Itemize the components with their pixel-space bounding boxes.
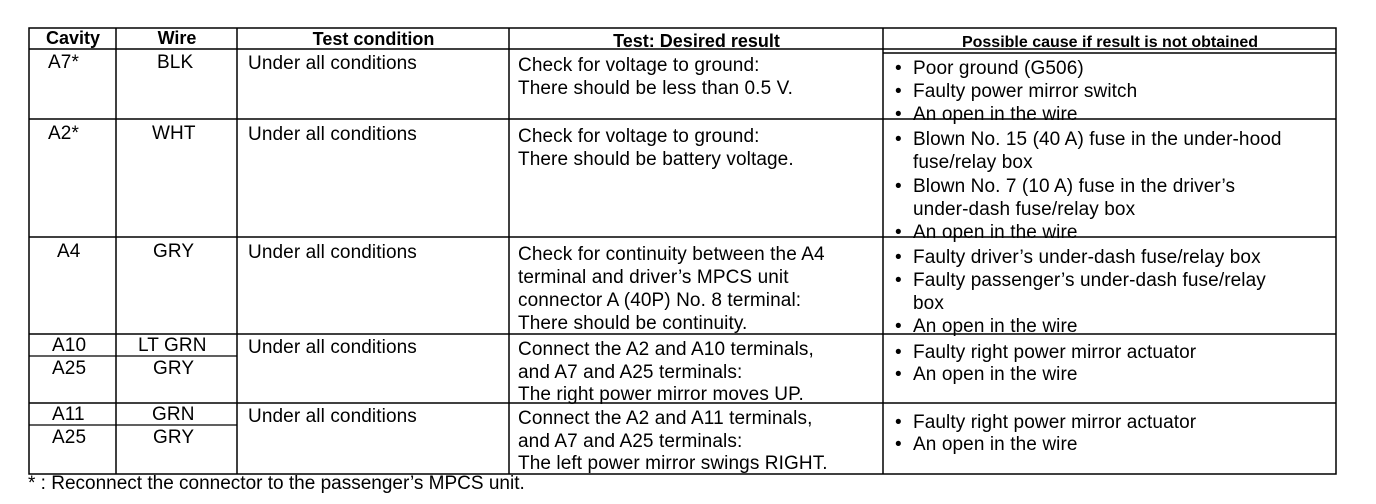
condition-row-5: Under all conditions	[248, 406, 417, 427]
bullet-icon: •	[895, 364, 902, 385]
cause-row-2-2b: under-dash fuse/relay box	[913, 199, 1136, 220]
cavity-a4: A4	[57, 241, 81, 262]
wire-wht: WHT	[152, 123, 196, 144]
cause-row-3-1: Faulty driver’s under-dash fuse/relay box	[913, 247, 1261, 268]
header-test-condition: Test condition	[312, 29, 435, 49]
cavity-a25: A25	[52, 427, 87, 448]
condition-row-3: Under all conditions	[248, 242, 417, 263]
result-row-3-line-3: connector A (40P) No. 8 terminal:	[518, 290, 802, 311]
cause-row-5-2: An open in the wire	[913, 434, 1078, 455]
header-possible-cause: Possible cause if result is not obtained	[961, 34, 1259, 51]
bullet-icon: •	[895, 129, 902, 150]
result-row-1-line-2: There should be less than 0.5 V.	[518, 78, 794, 99]
bullet-icon: •	[895, 58, 902, 79]
wire-grn: GRN	[152, 404, 195, 425]
wire-gry: GRY	[153, 241, 195, 262]
bullet-icon: •	[895, 342, 902, 363]
cause-row-3-2a: Faulty passenger’s under-dash fuse/relay	[913, 270, 1266, 291]
wire-gry: GRY	[153, 358, 195, 379]
header-wire: Wire	[157, 28, 197, 48]
result-row-2-line-2: There should be battery voltage.	[518, 149, 794, 170]
cause-row-2-1a: Blown No. 15 (40 A) fuse in the under-hood	[913, 129, 1282, 150]
cavity-a2: A2*	[48, 123, 79, 144]
cause-row-3-3: An open in the wire	[913, 316, 1078, 337]
result-row-3-line-2: terminal and driver’s MPCS unit	[518, 267, 789, 288]
cavity-a25: A25	[52, 358, 87, 379]
bullet-icon: •	[895, 222, 902, 243]
result-row-4-line-2: and A7 and A25 terminals:	[518, 362, 743, 383]
result-row-5-line-2: and A7 and A25 terminals:	[518, 431, 743, 452]
result-row-4-line-3: The right power mirror moves UP.	[518, 384, 804, 405]
bullet-icon: •	[895, 316, 902, 337]
cause-row-2-3: An open in the wire	[913, 222, 1078, 243]
cavity-a10: A10	[52, 335, 87, 356]
bullet-icon: •	[895, 176, 902, 197]
result-row-1-line-1: Check for voltage to ground:	[518, 55, 760, 76]
cavity-a7: A7*	[48, 52, 79, 73]
bullet-icon: •	[895, 81, 902, 102]
result-row-2-line-1: Check for voltage to ground:	[518, 126, 760, 147]
header-cavity: Cavity	[45, 28, 101, 48]
cause-row-4-1: Faulty right power mirror actuator	[913, 342, 1197, 363]
result-row-4-line-1: Connect the A2 and A10 terminals,	[518, 339, 814, 360]
condition-row-4: Under all conditions	[248, 337, 417, 358]
cause-row-3-2b: box	[913, 293, 944, 314]
bullet-icon: •	[895, 270, 902, 291]
cause-row-2-2a: Blown No. 7 (10 A) fuse in the driver’s	[913, 176, 1236, 197]
cause-row-5-1: Faulty right power mirror actuator	[913, 412, 1197, 433]
condition-row-2: Under all conditions	[248, 124, 417, 145]
cavity-a11: A11	[52, 404, 85, 425]
wire-gry: GRY	[153, 427, 195, 448]
result-row-5-line-1: Connect the A2 and A11 terminals,	[518, 408, 813, 429]
bullet-icon: •	[895, 412, 902, 433]
wire-blk: BLK	[157, 52, 194, 73]
wire-lt-grn: LT GRN	[138, 335, 207, 356]
condition-row-1: Under all conditions	[248, 53, 417, 74]
cause-row-1-3: An open in the wire	[913, 104, 1078, 125]
bullet-icon: •	[895, 104, 902, 125]
bullet-icon: •	[895, 247, 902, 268]
result-row-3-line-1: Check for continuity between the A4	[518, 244, 825, 265]
cause-row-4-2: An open in the wire	[913, 364, 1078, 385]
cause-row-1-2: Faulty power mirror switch	[913, 81, 1138, 102]
footnote: * : Reconnect the connector to the passenger’s MPCS unit.	[28, 473, 525, 494]
bullet-icon: •	[895, 434, 902, 455]
cause-row-1-1: Poor ground (G506)	[913, 58, 1084, 79]
result-row-5-line-3: The left power mirror swings RIGHT.	[518, 453, 828, 474]
result-row-3-line-4: There should be continuity.	[518, 313, 748, 334]
cause-row-2-1b: fuse/relay box	[913, 152, 1033, 173]
header-desired-result: Test: Desired result	[613, 31, 780, 51]
